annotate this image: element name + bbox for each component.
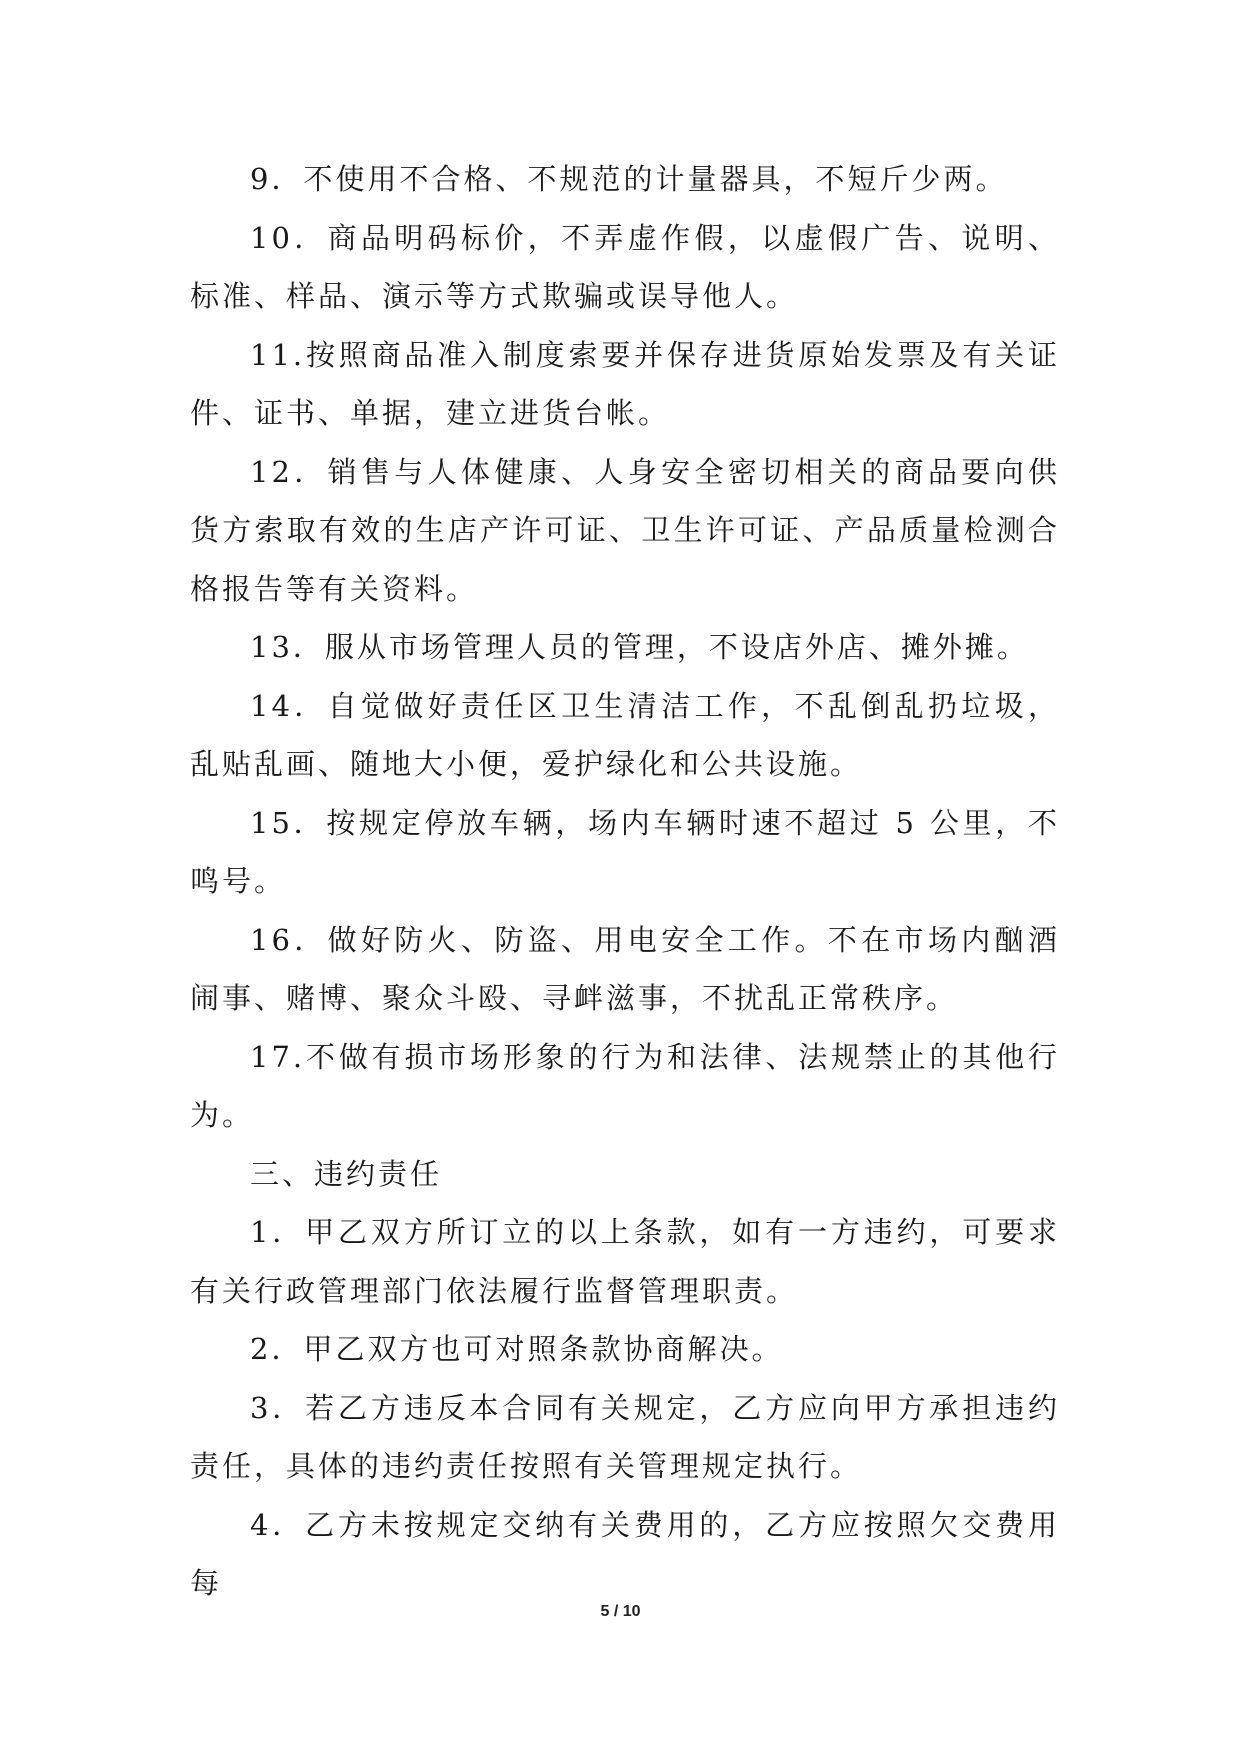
breach-clause-3: 3．若乙方违反本合同有关规定，乙方应向甲方承担违约责任，具体的违约责任按照有关管理规定执行。 [190, 1390, 1060, 1483]
section-heading-breach-liability: 三、违约责任 [250, 1156, 443, 1191]
clause-16: 16．做好防火、防盗、用电安全工作。不在市场内酗酒闹事、赌博、聚众斗殴、寻衅滋事，不扰乱正常秩序。 [190, 922, 1060, 1015]
clause-11: 11.按照商品准入制度索要并保存进货原始发票及有关证件、证书、单据，建立进货台帐。 [190, 337, 1060, 430]
document-body [190, 150, 1060, 1613]
breach-clause-1: 1．甲乙双方所订立的以上条款，如有一方违约，可要求有关行政管理部门依法履行监督管理职责。 [190, 1215, 1060, 1308]
clause-17: 17.不做有损市场形象的行为和法律、法规禁止的其他行为。 [190, 1039, 1060, 1132]
clause-9: 9．不使用不合格、不规范的计量器具，不短斤少两。 [250, 162, 1008, 196]
breach-clause-2: 2．甲乙双方也可对照条款协商解决。 [250, 1332, 784, 1366]
clause-15: 15．按规定停放车辆，场内车辆时速不超过 5 公里，不鸣号。 [190, 805, 1060, 898]
page-number: 5 / 10 [600, 1603, 641, 1620]
breach-clause-4: 4．乙方未按规定交纳有关费用的，乙方应按照欠交费用每 [190, 1507, 1060, 1600]
clause-10: 10．商品明码标价，不弄虚作假，以虚假广告、说明、标准、样品、演示等方式欺骗或误导他人。 [190, 220, 1060, 313]
clause-14: 14．自觉做好责任区卫生清洁工作，不乱倒乱扔垃圾，乱贴乱画、随地大小便，爱护绿化和公共设施。 [190, 688, 1060, 781]
clause-12: 12．销售与人体健康、人身安全密切相关的商品要向供货方索取有效的生店产许可证、卫生许可证、产品质量检测合格报告等有关资料。 [190, 454, 1060, 606]
clause-13: 13．服从市场管理人员的管理，不设店外店、摊外摊。 [250, 630, 1029, 664]
